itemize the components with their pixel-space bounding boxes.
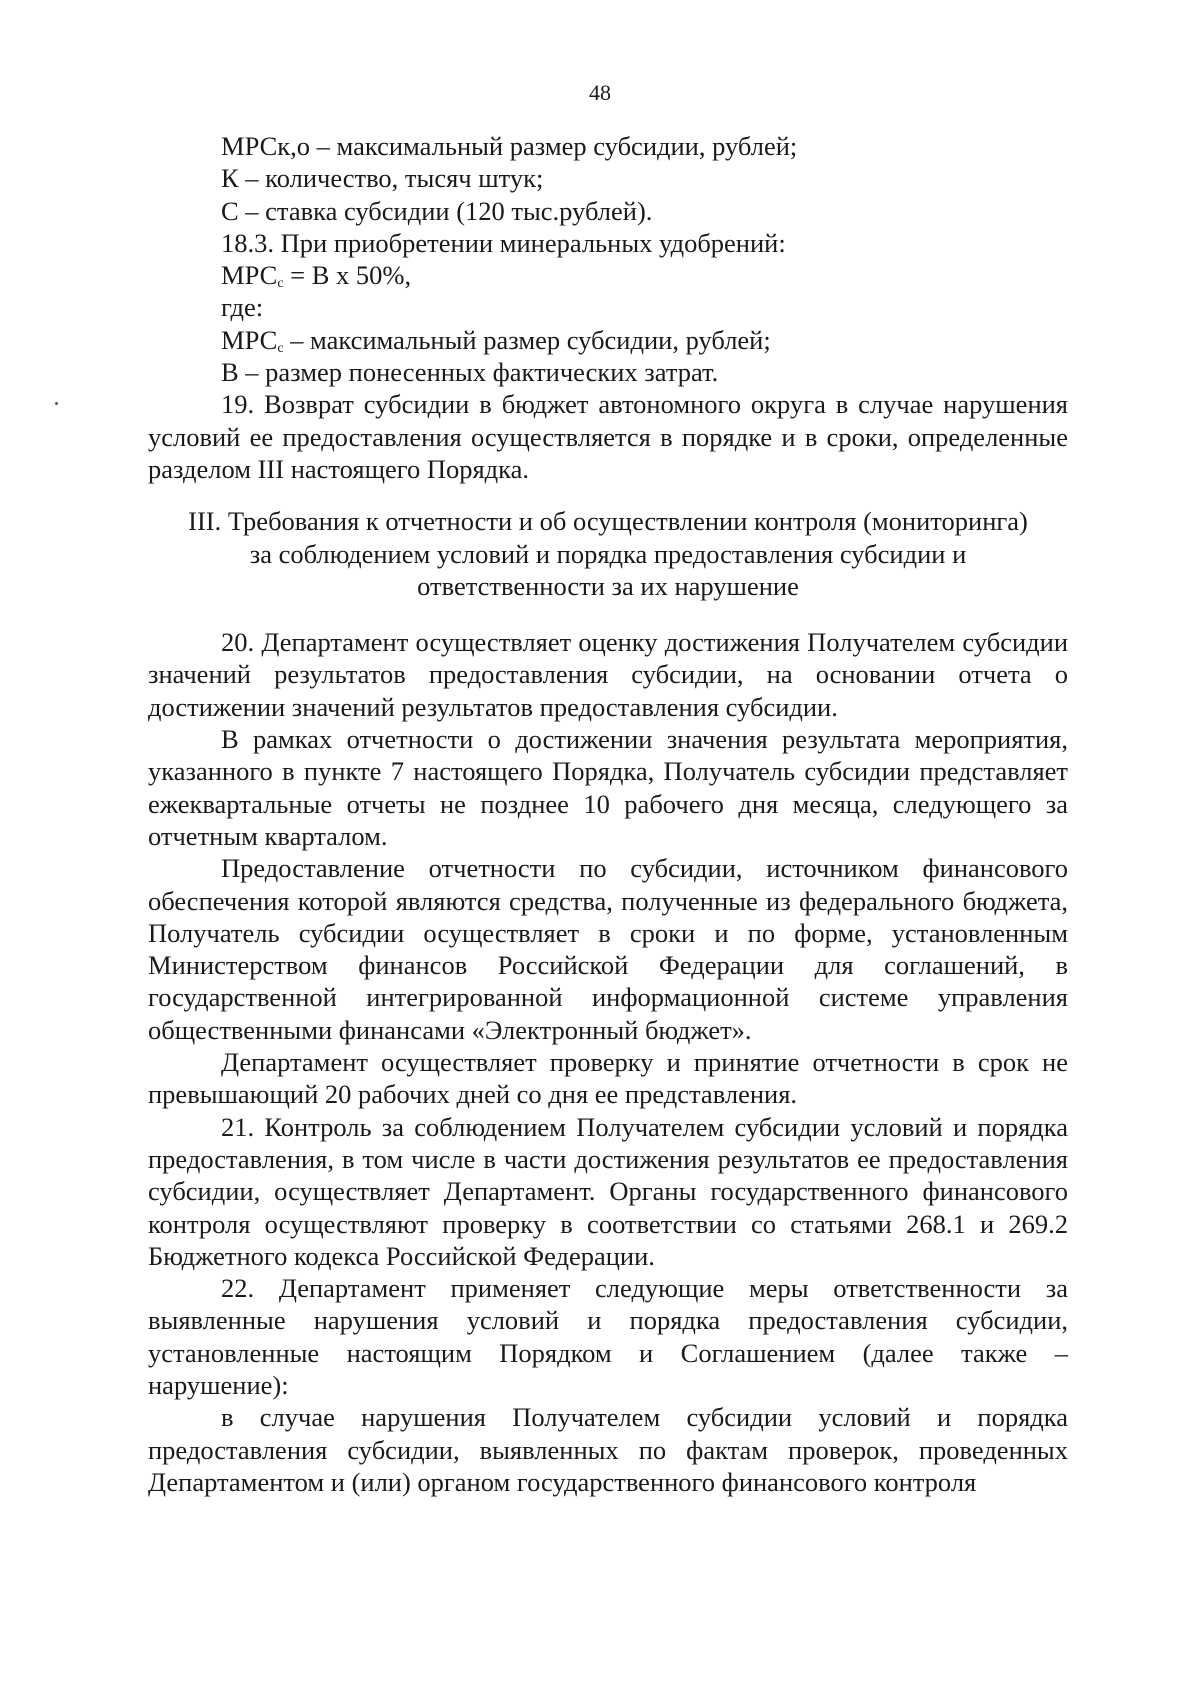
paragraph-22: 22. Департамент применяет следующие меры ответственности за выявленные нарушения условий и порядка предоставления субсидии, установленные настоящим Порядком и Соглашением (далее также – нарушение): (148, 1273, 1068, 1400)
formula-subscript: с (277, 276, 284, 292)
definition-c: С – ставка субсидии (120 тыс.рублей). (221, 195, 653, 226)
formula-mrsc (148, 259, 1068, 291)
definition-mrsc (148, 324, 1068, 356)
section-heading-line-2: за соблюдением условий и порядка предоставления субсидии и (249, 538, 967, 569)
page-number: 48 (589, 80, 611, 105)
paragraph-21: 21. Контроль за соблюдением Получателем субсидии условий и порядка предоставления, в том числе в части достижения результатов ее предоставления субсидии, осуществляет Департамент. Органы государственного финансового контроля осуществляют проверку в соответствии со статьями 268.1 и 269.2 Бюджетного кодекса Российской Федерации. (148, 1111, 1068, 1271)
paragraph-19: 19. Возврат субсидии в бюджет автономного округа в случае нарушения условий ее предоставления осуществляется в порядке и в сроки, определенные разделом III настоящего Порядка. (148, 389, 1068, 484)
scan-artifact-dot (55, 402, 58, 405)
section-heading-line-1: III. Требования к отчетности и об осуществлении контроля (мониторинга) (188, 506, 1028, 537)
paragraph-20: 20. Департамент осуществляет оценку достижения Получателем субсидии значений результатов предоставления субсидии, на основании отчета о достижении значений результатов предоставления субсидии. (148, 627, 1068, 722)
paragraph-20-federal: Предоставление отчетности по субсидии, источником финансового обеспечения которой являются средства, полученные из федерального бюджета, Получатель субсидии осуществляет в сроки и по форме, установленным Министерством финансов Российской Федерации для соглашений, в государственной интегрированной информационной системе управления общественными финансами «Электронный бюджет». (148, 853, 1068, 1045)
clause-18-3: 18.3. При приобретении минеральных удобрений: (221, 227, 786, 258)
where-label: где: (221, 292, 264, 323)
mrsc-right: – максимальный размер субсидии, рублей; (283, 324, 771, 355)
formula-right: = В х 50%, (283, 260, 412, 291)
paragraph-20-reporting: В рамках отчетности о достижении значения результата мероприятия, указанного в пункте 7 настоящего Порядка, Получатель субсидии представляет ежеквартальные отчеты не позднее 10 рабочего дня месяца, следующего за отчетным кварталом. (148, 724, 1068, 851)
document-body (148, 130, 1068, 1498)
definition-k: К – количество, тысяч штук; (221, 163, 544, 194)
definition-mrsko: МРСк,о – максимальный размер субсидии, рублей; (221, 131, 798, 161)
mrsc-left: МРС (221, 324, 278, 355)
paragraph-20-verification: Департамент осуществляет проверку и принятие отчетности в срок не превышающий 20 рабочих дней со дня ее представления. (148, 1047, 1068, 1110)
definition-b: В – размер понесенных фактических затрат. (221, 357, 719, 388)
mrsc-subscript: с (277, 340, 284, 356)
section-heading (148, 505, 1068, 602)
paragraph-22-violation: в случае нарушения Получателем субсидии условий и порядка предоставления субсидии, выявленных по фактам проверок, проведенных Департаментом и (или) органом государственного финансового контроля (148, 1402, 1068, 1497)
formula-left: МРС (221, 260, 278, 291)
section-heading-line-3: ответственности за их нарушение (417, 570, 799, 601)
